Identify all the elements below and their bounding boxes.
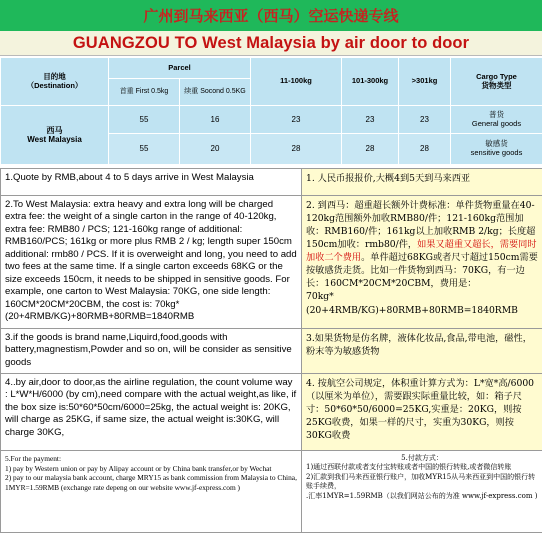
- note-4-en: 4..by air,door to door,as the airline regulation, the count volume way : L*W*H/6000 (by cm),need compare with the actual weight,as like, if the box size is:50*60*50cm/6000=25kg, the actual weight is: 20KG, will charge as 25KG, if same size, the actual weight is:30KG, will charge 30KG,: [1, 374, 302, 451]
- sensitive-301-price: 28: [399, 134, 451, 165]
- note-5-cn: [302, 451, 542, 533]
- note-4-cn: 4. 按航空公司规定，体积重计算方式为：L*宽*高/6000（以厘米为单位），需要跟实际重量比较，如：箱子尺寸：50*60*50/6000=25KG,实重是：20KG，则按25KG收费，如果一样的尺寸，实重为30KG，则按30KG收费: [302, 374, 542, 451]
- note-5-cn-title: 5.付款方式：: [401, 454, 443, 462]
- sensitive-101-300-price: 28: [342, 134, 399, 165]
- note-3-en: 3.if the goods is brand name,Liquird,food,goods with battery,magnestism,Powder and so on, will be consider as sensitive goods: [1, 329, 302, 374]
- general-first-price: 55: [109, 106, 180, 134]
- general-301-price: 23: [399, 106, 451, 134]
- rate-table: [0, 57, 542, 165]
- note-2-cn-highlight: 如果又超重又超长，需要同时加收二个费用: [306, 239, 537, 264]
- cargo-type-en: Cargo Type: [476, 71, 517, 81]
- second-weight-header: 续重 Socond 0.5KG: [180, 79, 251, 106]
- destination-header: [1, 58, 109, 106]
- general-goods-type: [451, 106, 542, 134]
- col-11-100-header: 11-100kg: [251, 58, 342, 106]
- sensitive-type-cn: 敏感货: [485, 139, 508, 149]
- note-2-cn-b: 。单件超过68KG或者尺寸超过150cm需要按敏感货走货。比如一件货物到西马：70KG，有一边长：160CM*20CM*20CBM，费用是：: [306, 252, 538, 290]
- col-301-header: >301kg: [399, 58, 451, 106]
- note-2-cn: [302, 196, 542, 329]
- note-1-en: 1.Quote by RMB,about 4 to 5 days arrive in West Malaysia: [1, 169, 302, 196]
- note-5-en-line2: 2) pay to our malaysia bank account, charge MRY15 as bank commission from Malaysia to China, 1MYR=1.59RMB (exchange rate depeng on our website www.jf-express.com ): [5, 473, 297, 492]
- page-title: GUANGZOU TO West Malaysia by air door to door: [0, 31, 542, 56]
- note-5-cn-line3: .汇率1MYR=1.59RMB（以我们网站公布的为准 www.jf-express.com ): [306, 491, 538, 500]
- general-11-100-price: 23: [251, 106, 342, 134]
- note-2-en: 2.To West Malaysia: extra heavy and extra long will be charged extra fee: the weight of a single carton in the range of 40-120kg, extra fee: RMB80 / PCS; 121-160kg range of additional: RMB160/PCS; 161kg or more plus RMB 2 / kg; length super 150cm additional: rmb80 / PCS. If it is overweight and long, you need to add two fees at the same time. If a single carton exceeds 68KG or the size exceeds 150cm, it needs to be shipped in sensitive goods. For example, one carton to West Malaysia: 70KG, one side length: 160CM*20CM*20CBM, the cost is: 70kg*(20+4RMB/KG)+80RMB+80RMB=1840RMB: [1, 196, 302, 329]
- note-5-en-title: 5.For the payment:: [5, 454, 62, 463]
- sensitive-type-en: sensitive goods: [470, 148, 523, 157]
- note-5-en-line1: 1) pay by Western union or pay by Alipay account or by China bank transfer,or by Wechat: [5, 463, 272, 473]
- parcel-header: Parcel: [109, 58, 251, 79]
- notes-table: [0, 168, 542, 533]
- note-3-cn: 3.如果货物是仿名牌，液体化妆品,食品,带电池，磁性，粉末等为敏感货物: [302, 329, 542, 374]
- sensitive-second-price: 20: [180, 134, 251, 165]
- note-1-cn: 1. 人民币报报价,大概4到5天到马来西亚: [302, 169, 542, 196]
- sensitive-11-100-price: 28: [251, 134, 342, 165]
- banner-title: 广州到马来西亚（西马）空运快递专线: [0, 0, 542, 31]
- sensitive-first-price: 55: [109, 134, 180, 165]
- cargo-type-cn: 货物类型: [481, 80, 512, 90]
- destination-header-cn: 目的地: [43, 71, 66, 81]
- region-cell: [1, 106, 109, 165]
- note-5-cn-line2: 2)汇款到我们马来西亚银行账户，加收MYR15从马来西亚到中国的银行转账手续费，: [306, 472, 536, 491]
- cargo-type-header: [451, 58, 542, 106]
- note-2-cn-formula: 70kg*(20+4RMB/KG)+80RMB+80RMB=1840RMB: [306, 291, 518, 316]
- general-101-300-price: 23: [342, 106, 399, 134]
- note-2-cn-a: 2. 到西马：超重超长额外计费标准：单件货物重量在40-120kg范围额外加收RMB80/件；121-160kg范围加收：RMB160/件；161kg以上加收RMB 2/kg；长度超150cm加收：rmb80/件，: [306, 200, 536, 251]
- region-en: West Malaysia: [27, 135, 82, 144]
- col-101-300-header: 101-300kg: [342, 58, 399, 106]
- first-weight-header: 首重 First 0.5kg: [109, 79, 180, 106]
- general-type-en: General goods: [471, 118, 522, 128]
- general-second-price: 16: [180, 106, 251, 134]
- region-cn: 西马: [46, 125, 63, 135]
- general-type-cn: 普货: [489, 109, 504, 119]
- note-5-en: [1, 451, 302, 533]
- note-5-cn-line1: 1)通过西联付款或者支付宝转账或者中国的银行转账,或者微信转账: [306, 463, 512, 472]
- sensitive-goods-type: [451, 134, 542, 165]
- destination-header-en: （Destination）: [26, 80, 83, 90]
